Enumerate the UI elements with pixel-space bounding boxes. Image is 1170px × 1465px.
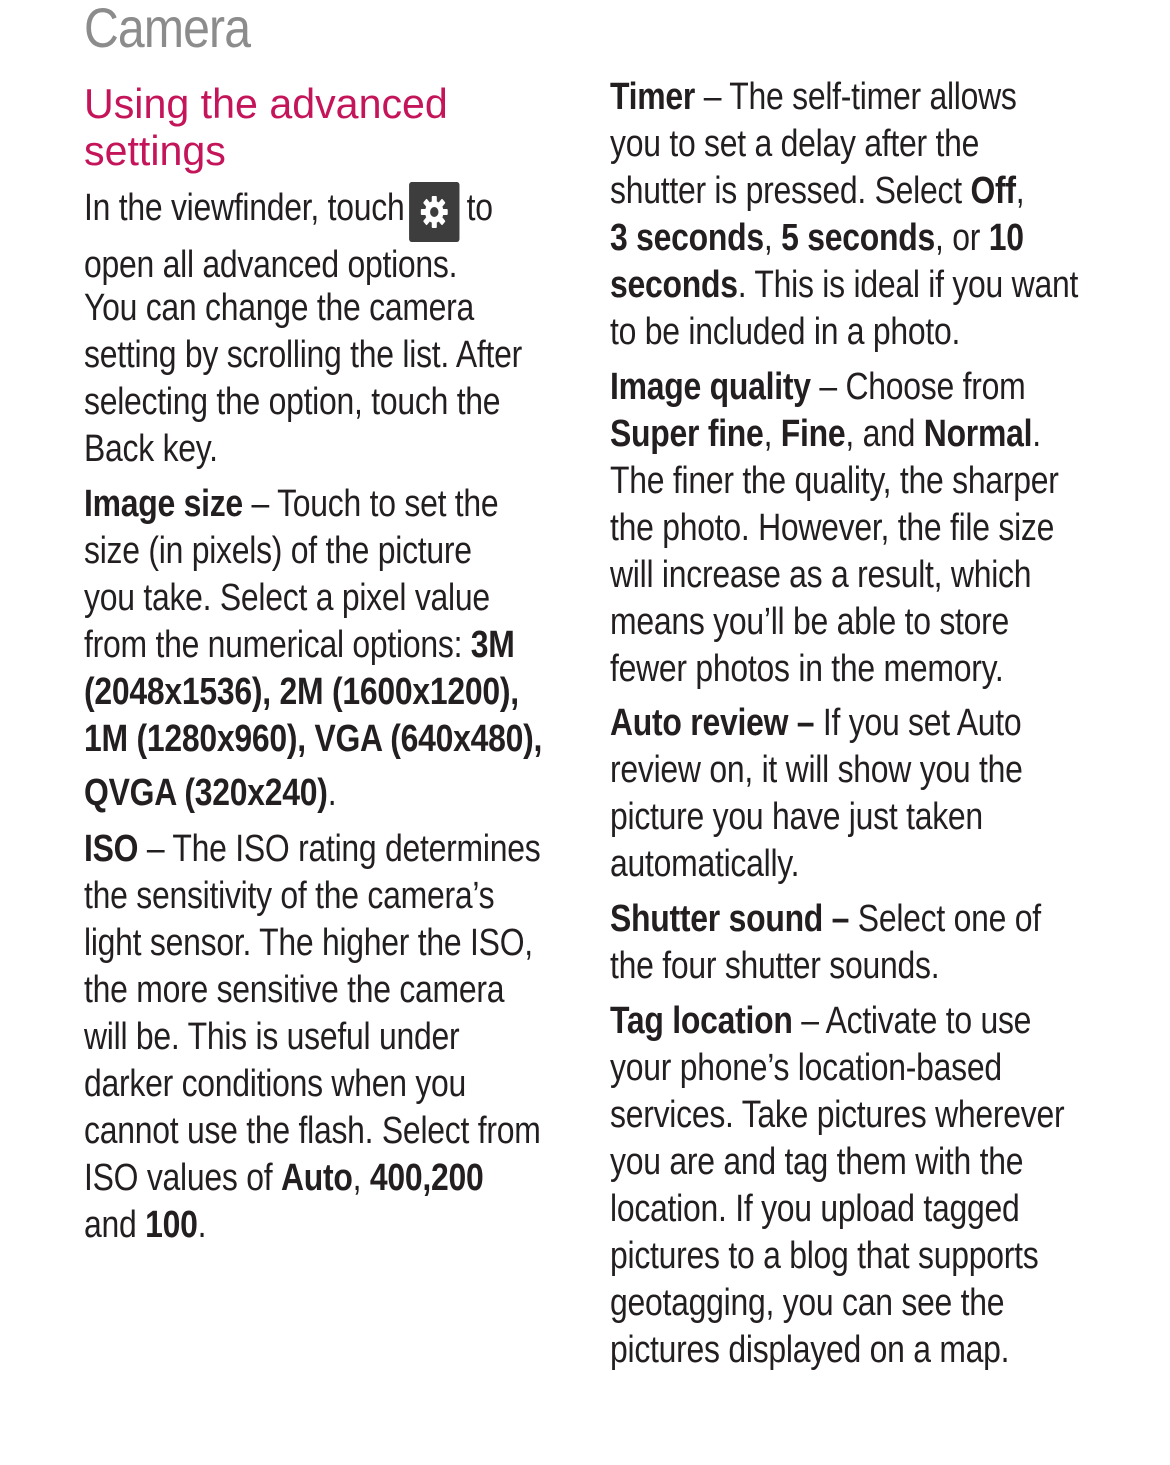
text-line: location. If you upload tagged [610, 1188, 1020, 1230]
text-line: pictures displayed on a map. [610, 1329, 1010, 1371]
text-line: geotagging, you can see the [610, 1282, 1005, 1324]
text-line: ISO values of Auto, 400,200 [84, 1157, 484, 1199]
text-line: Image size – Touch to set the [84, 483, 499, 525]
text-line: ISO – The ISO rating determines [84, 828, 541, 870]
text-line: automatically. [610, 843, 800, 885]
text-line: Shutter sound – Select one of [610, 898, 1041, 940]
auto-review-paragraph [610, 700, 1101, 888]
image-size-term: Image size [84, 483, 243, 525]
text-line: (2048x1536), 2M (1600x1200), [84, 671, 519, 713]
text-line: darker conditions when you [84, 1063, 467, 1105]
section-heading-line2: settings [84, 127, 226, 174]
settings-gear-icon [409, 182, 459, 242]
text-line: picture you have just taken [610, 796, 983, 838]
text-line: will be. This is useful under [84, 1016, 460, 1058]
text-line: light sensor. The higher the ISO, [84, 922, 533, 964]
text-line: to be included in a photo. [610, 311, 961, 353]
text-line: shutter is pressed. Select Off, [610, 170, 1025, 212]
text-line: you to set a delay after the [610, 123, 980, 165]
shutter-sound-term: Shutter sound – [610, 898, 858, 940]
text-line: the four shutter sounds. [610, 945, 940, 987]
text-line: Super fine, Fine, and Normal. [610, 413, 1041, 455]
text-line: from the numerical options: 3M [84, 624, 515, 666]
text-line: selecting the option, touch the [84, 381, 501, 423]
iso-term: ISO [84, 828, 139, 870]
tag-location-paragraph [610, 998, 1151, 1374]
gear-icon [416, 190, 453, 234]
text-line: means you’ll be able to store [610, 601, 1010, 643]
text-line: you are and tag them with the [610, 1141, 1024, 1183]
scroll-paragraph [84, 285, 605, 473]
image-quality-term: Image quality [610, 366, 811, 408]
text-line: the photo. However, the file size [610, 507, 1055, 549]
intro-line: In the viewfinder, touch to [84, 182, 493, 242]
text-line: Auto review – If you set Auto [610, 702, 1022, 744]
text-line: the sensitivity of the camera’s [84, 875, 495, 917]
intro-line: open all advanced options. [84, 244, 458, 286]
text-line: size (in pixels) of the picture [84, 530, 472, 572]
text-line: The finer the quality, the sharper [610, 460, 1059, 502]
intro-paragraph [84, 182, 571, 289]
text-line: 3 seconds, 5 seconds, or 10 [610, 217, 1024, 259]
text-line: Back key. [84, 428, 218, 470]
text-line: you take. Select a pixel value [84, 577, 490, 619]
text-line: 1M (1280x960), VGA (640x480), [84, 718, 543, 760]
section-heading [84, 80, 448, 174]
text-line: setting by scrolling the list. After [84, 334, 523, 376]
text-line: cannot use the flash. Select from [84, 1110, 541, 1152]
timer-term: Timer [610, 76, 696, 118]
text-line: Image quality – Choose from [610, 366, 1026, 408]
text-line: your phone’s location-based [610, 1047, 1002, 1089]
section-heading-line1: Using the advanced [84, 80, 448, 127]
text-line: Timer – The self-timer allows [610, 76, 1017, 118]
auto-review-term: Auto review – [610, 702, 823, 744]
text-line: and 100. [84, 1204, 207, 1246]
timer-paragraph [610, 74, 1167, 356]
iso-paragraph [84, 826, 628, 1249]
text-line: QVGA (320x240). [84, 772, 337, 814]
text-line: Tag location – Activate to use [610, 1000, 1032, 1042]
page-title: Camera [84, 0, 251, 59]
text-line: You can change the camera [84, 287, 475, 329]
text-line: services. Take pictures wherever [610, 1094, 1065, 1136]
image-quality-paragraph [610, 364, 1144, 693]
text-line: seconds. This is ideal if you want [610, 264, 1079, 306]
image-size-paragraph [84, 481, 629, 817]
tag-location-term: Tag location [610, 1000, 793, 1042]
text-line: review on, it will show you the [610, 749, 1023, 791]
text-line: the more sensitive the camera [84, 969, 505, 1011]
text-line: will increase as a result, which [610, 554, 1032, 596]
shutter-sound-paragraph [610, 896, 1123, 990]
text-line: fewer photos in the memory. [610, 648, 1004, 690]
text-line: pictures to a blog that supports [610, 1235, 1039, 1277]
